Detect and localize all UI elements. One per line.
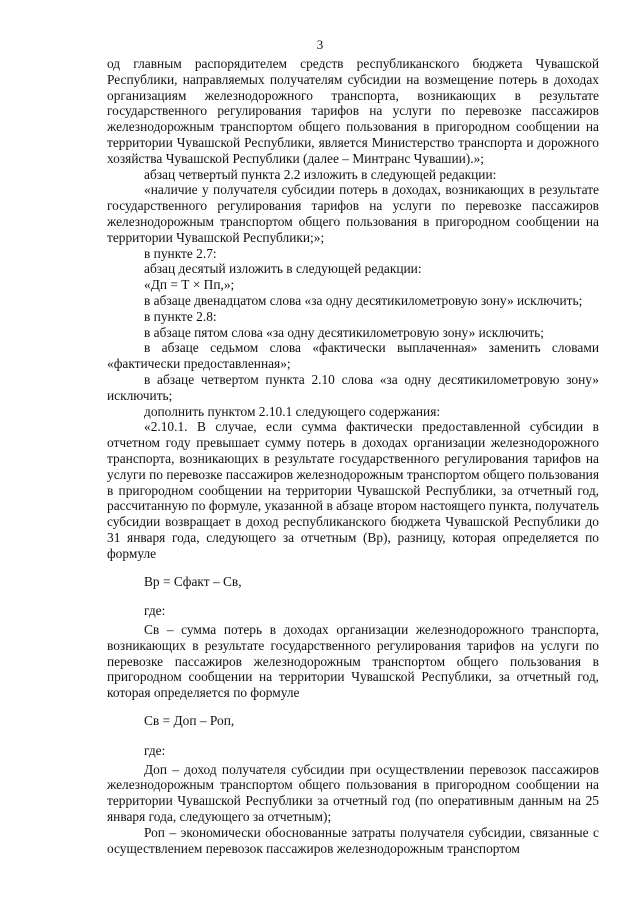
paragraph-2-7-exclude: в абзаце двенадцатом слова «за одну десятикилометровую зону» исключить; [144, 292, 583, 308]
page-number: 3 [316, 37, 324, 52]
paragraph-2-8-seventh: в абзаце седьмом слова «фактически выплаченная» заменить словами «фактически предоставленная»; [107, 340, 599, 372]
definition-rop: Роп – экономически обоснованные затраты получателя субсидии, связанные с осуществлением перевозок пассажиров железнодорожным транспортом [107, 824, 599, 856]
paragraph-2-7-abzac: абзац десятый изложить в следующей редакции: [144, 261, 422, 277]
paragraph-2-2-intro: абзац четвертый пункта 2.2 изложить в следующей редакции: [144, 166, 497, 182]
paragraph-2-10: в абзаце четвертом пункта 2.10 слова «за одну десятикилометровую зону» исключить; [107, 371, 599, 403]
paragraph-2-8-fifth: в абзаце пятом слова «за одну десятикилометровую зону» исключить; [144, 324, 544, 340]
paragraph-2-7-intro: в пункте 2.7: [144, 245, 217, 261]
paragraph-continuation: од главным распорядителем средств республиканского бюджета Чувашской Республики, направляемых получателям субсидии на возмещение потерь в доходах организациям железнодорожного транспорта, возникающих в результате государственного регулирования тарифов на услуги по перевозке пассажиров железнодорожным транспортом общего пользования в пригородном сообщении на территории Чувашской Республики, является Министерство транспорта и дорожного хозяйства Чувашской Республики (далее – Минтранс Чувашии).»; [107, 56, 599, 166]
document-body [107, 56, 599, 856]
paragraph-2-7-formula: «Дп = Т × Пп,»; [144, 277, 235, 293]
definition-dop: Доп – доход получателя субсидии при осуществлении перевозок пассажиров железнодорожным транспортом общего пользования в пригородном сообщении на территории Чувашской Республики за отчетный год (по оперативным данным на 25 января года, следующего за отчетным); [107, 761, 599, 825]
where-label-1: где: [144, 603, 166, 619]
paragraph-2-8-intro: в пункте 2.8: [144, 308, 217, 324]
formula-vr: Вр = Сфакт – Св, [144, 573, 242, 589]
formula-sv: Св = Доп – Роп, [144, 713, 235, 729]
paragraph-2-10-1-intro: дополнить пунктом 2.10.1 следующего содержания: [144, 403, 441, 419]
paragraph-2-10-1-text: «2.10.1. В случае, если сумма фактически предоставленной субсидии в отчетном году превышает сумму потерь в доходах организации железнодорожного транспорта, возникающих в результате государственного регулирования тарифов на услуги по перевозке пассажиров железнодорожным транспортом общего пользования в пригородном сообщении на территории Чувашской Республики, за отчетный год, рассчитанную по формуле, указанной в абзаце втором настоящего пункта, получатель субсидии возвращает в доход республиканского бюджета Чувашской Республики до 31 января года, следующего за отчетным (Вр), разницу, которая определяется по формуле [107, 419, 599, 561]
definition-sv: Св – сумма потерь в доходах организации железнодорожного транспорта, возникающих в результате государственного регулирования тарифов на услуги по перевозке пассажиров железнодорожным транспортом общего пользования в пригородном сообщении на территории Чувашской Республики, за отчетный год, которая определяется по формуле [107, 622, 599, 701]
paragraph-2-2-text: «наличие у получателя субсидии потерь в доходах, возникающих в результате государственного регулирования тарифов на услуги по перевозке пассажиров железнодорожным транспортом общего пользования в пригородном сообщении на территории Чувашской Республики;»; [107, 182, 599, 245]
where-label-2: где: [144, 742, 166, 758]
